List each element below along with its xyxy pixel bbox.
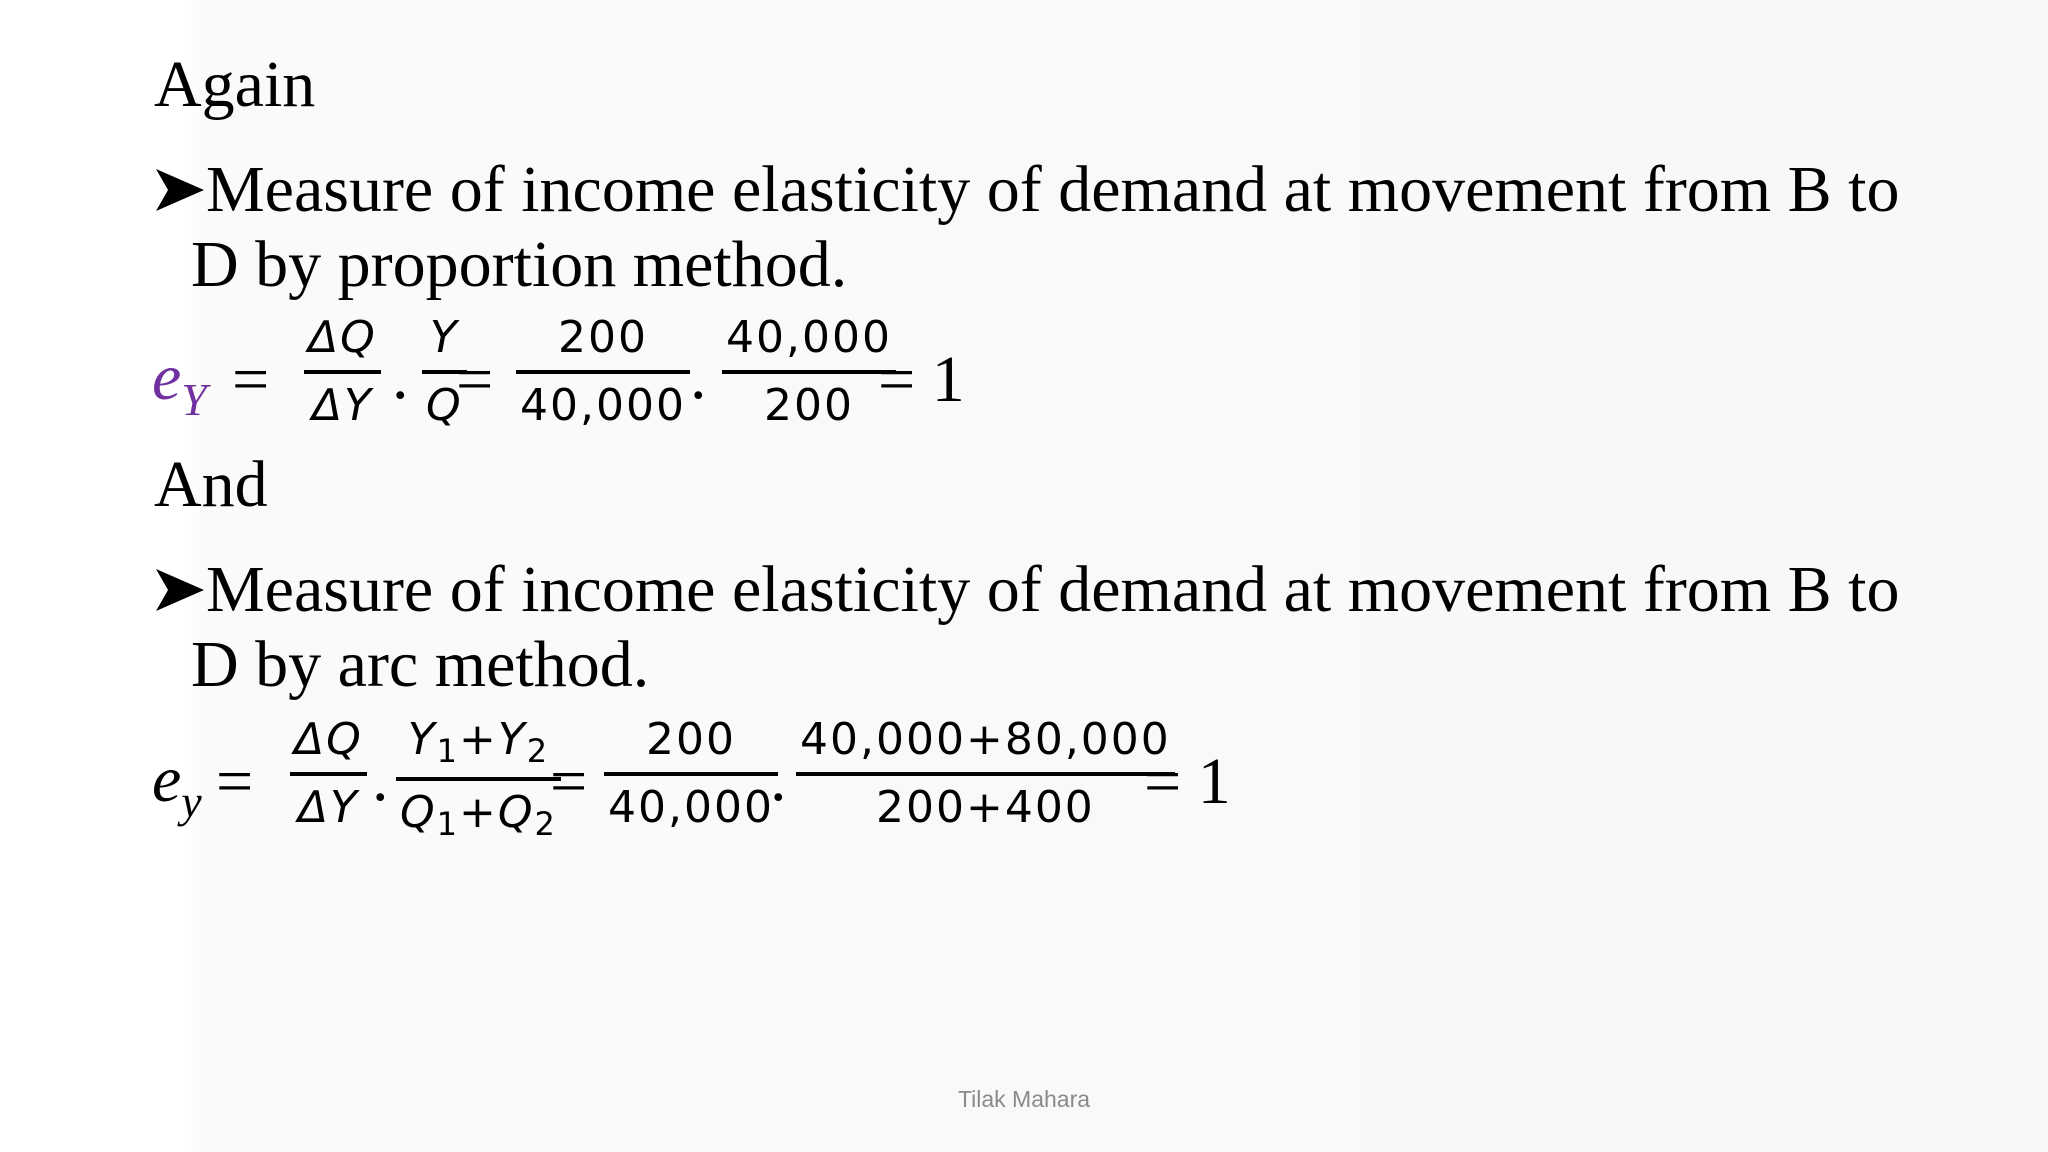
eq1-equals-2: = <box>456 343 494 416</box>
eq1-equals: = <box>232 343 270 416</box>
eq2-dot: . <box>372 742 389 815</box>
eq2-equals-2: = <box>550 745 588 818</box>
bullet-1-line-2: D by proportion method. <box>191 228 848 301</box>
equation-proportion-method <box>150 310 1050 440</box>
eq1-fraction-y-over-q: Y Q <box>422 316 467 428</box>
eq2-fraction-values-2: 40,000+80,000 200+400 <box>796 718 1175 830</box>
eq1-fraction-values-1: 200 40,000 <box>516 316 690 428</box>
eq2-lhs: $e_y$ <box>152 743 202 827</box>
arrowhead-bullet-icon <box>154 567 206 613</box>
eq1-fraction-values-2: 40,000 200 <box>722 316 896 428</box>
footer-author: Tilak Mahara <box>957 1086 1091 1112</box>
bullet-1-line-1: Measure of income elasticity of demand at movement from B to <box>206 153 1900 226</box>
bullet-proportion-method <box>154 152 2014 302</box>
eq2-result: = 1 <box>1144 745 1231 818</box>
equation-arc-method <box>150 712 1250 842</box>
eq1-fraction-delta: ΔQ ΔY <box>304 316 381 428</box>
bullet-arc-method <box>154 552 2014 702</box>
eq1-lhs: $e_Y$ <box>152 341 207 425</box>
arrowhead-bullet-icon <box>154 167 206 213</box>
eq2-fraction-delta: ΔQ ΔY <box>290 718 367 830</box>
bullet-2-line-1: Measure of income elasticity of demand at movement from B to <box>206 553 1900 626</box>
heading-and: And <box>154 448 268 521</box>
eq1-dot-2: . <box>690 340 707 413</box>
heading-again: Again <box>154 48 316 121</box>
eq2-dot-2: . <box>770 742 787 815</box>
bullet-2-line-2: D by arc method. <box>191 628 650 701</box>
eq2-fraction-values-1: 200 40,000 <box>604 718 778 830</box>
eq2-equals: = <box>216 745 254 818</box>
eq1-result: = 1 <box>878 343 965 416</box>
eq1-dot: . <box>392 340 409 413</box>
eq2-fraction-y-sum-over-q-sum: Y1+Y2 Q1+Q2 <box>396 718 561 840</box>
